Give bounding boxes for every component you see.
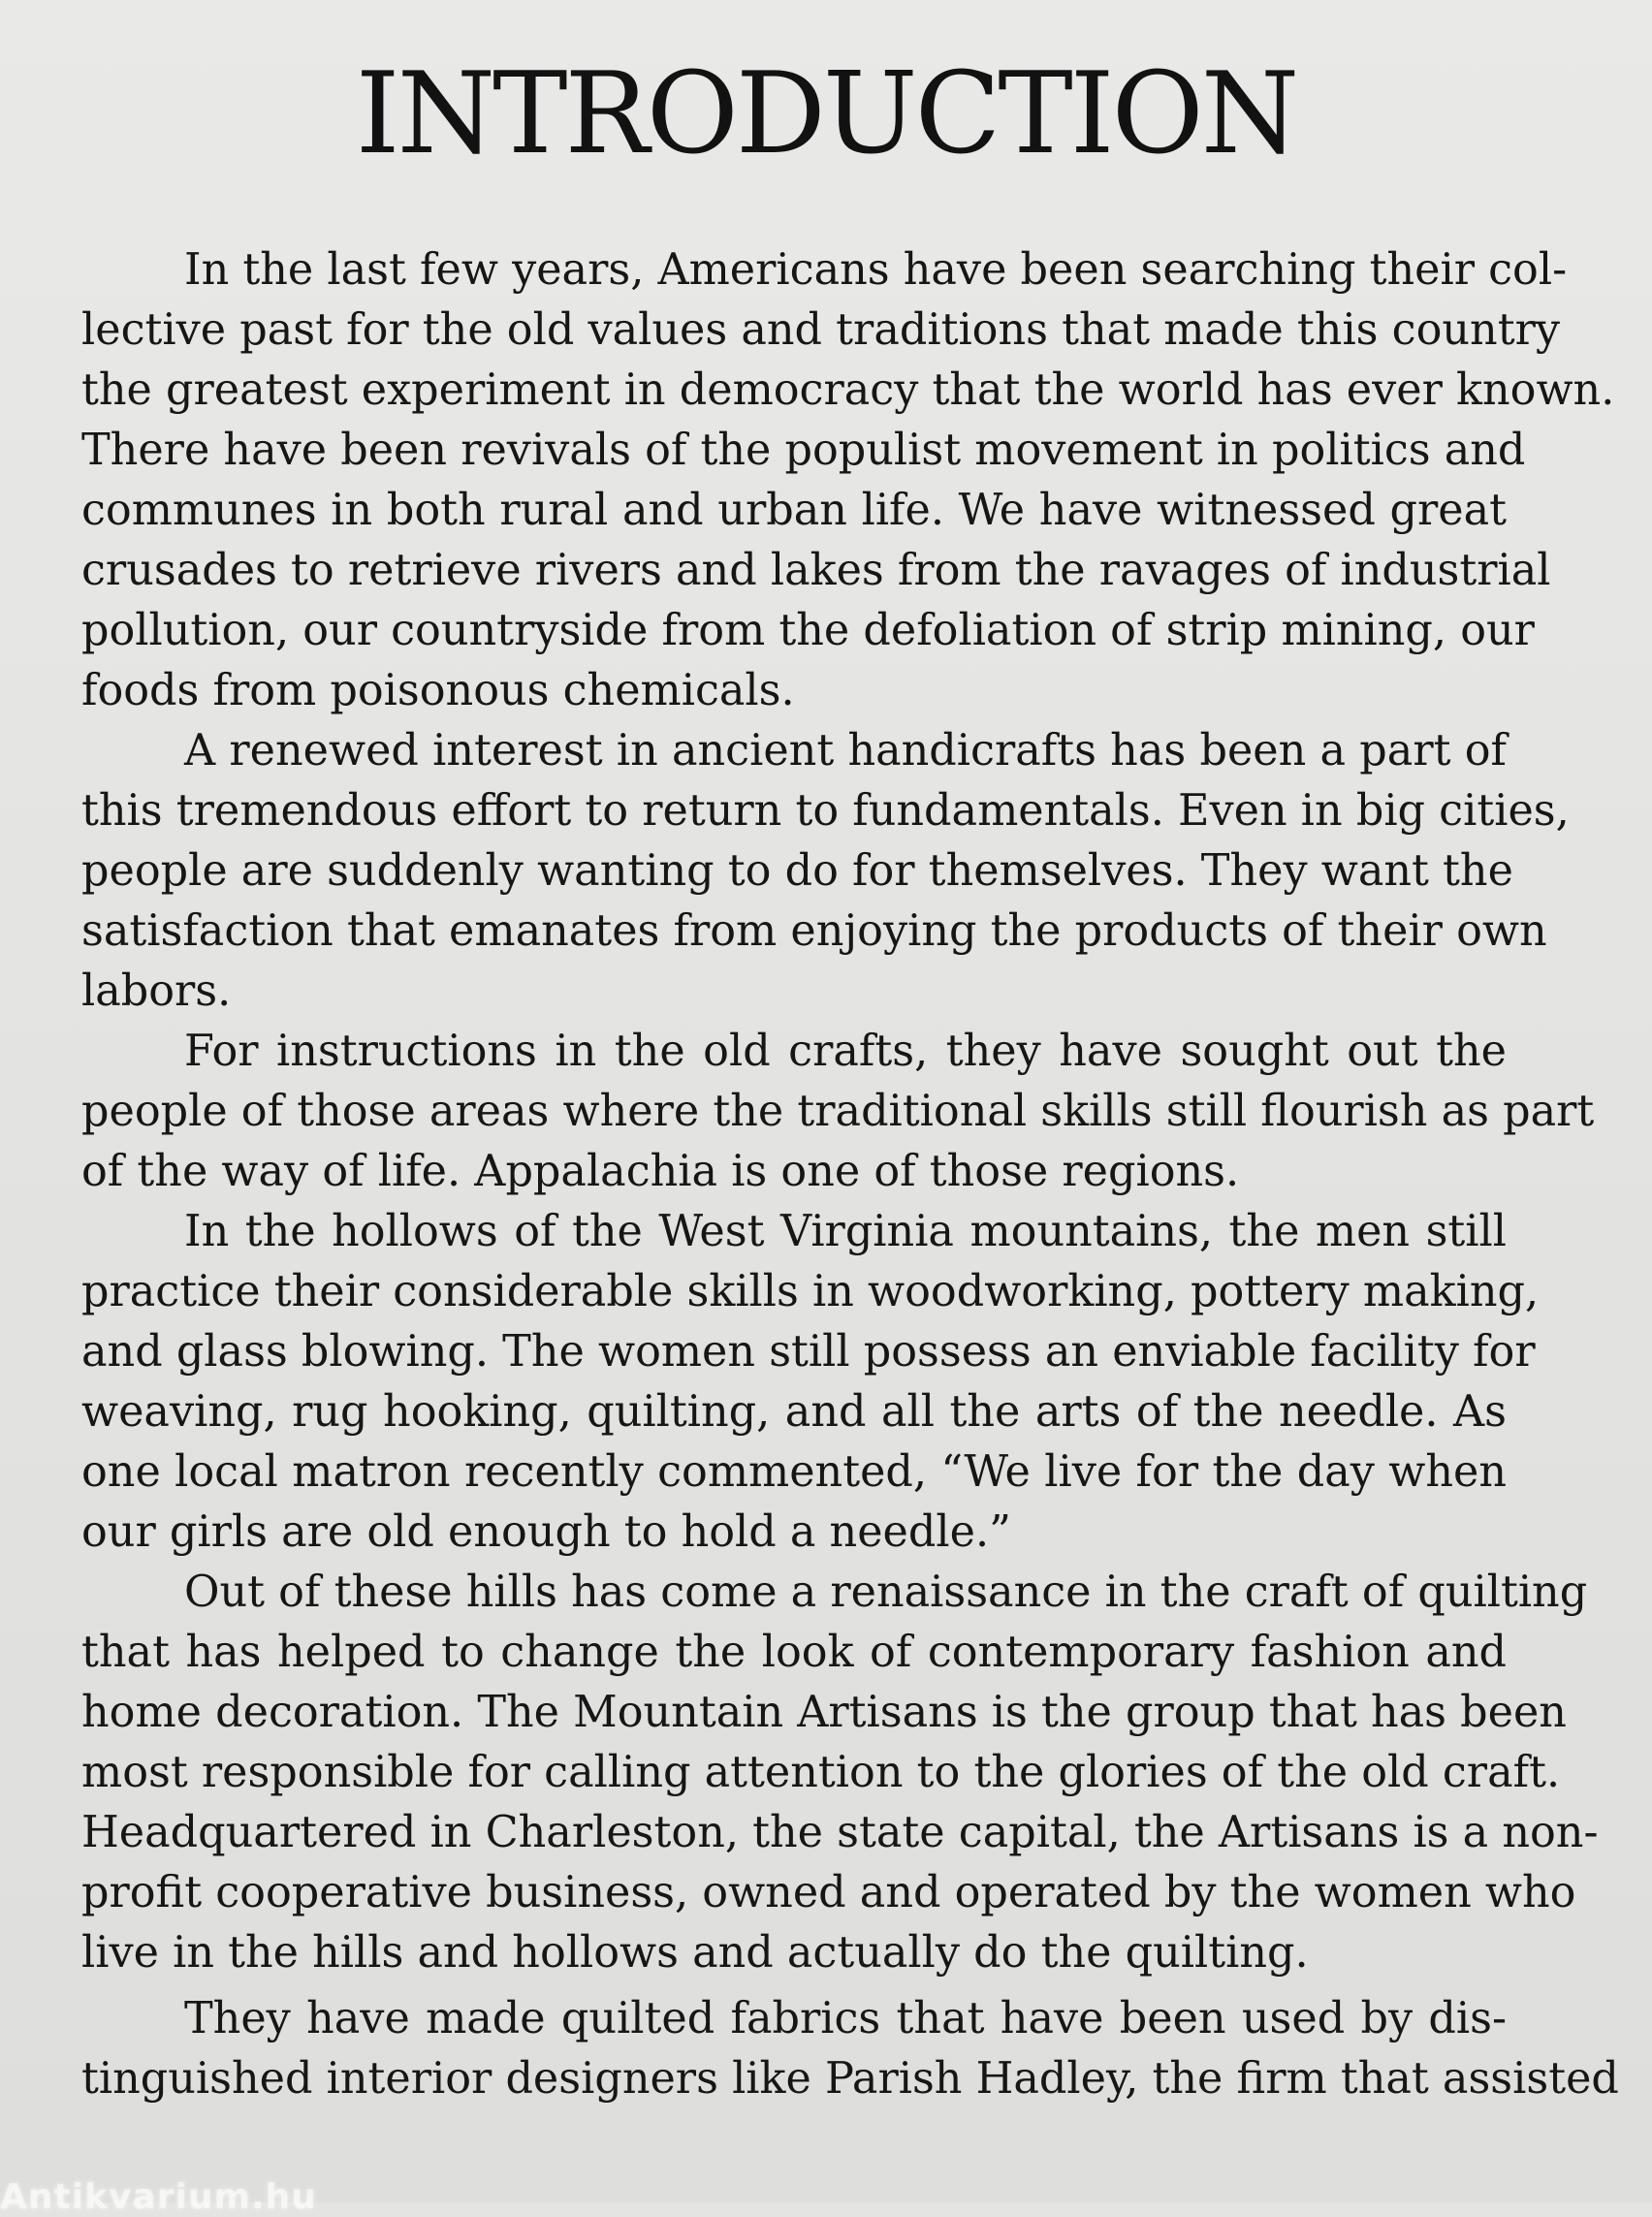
paragraph-3-line-1: For instructions in the old crafts, they have sought out the [184,1027,1507,1076]
watermark: Antikvarium.hu [0,2177,317,2217]
paragraph-4-line-6: our girls are old enough to hold a needle.” [81,1507,1011,1557]
paragraph-2-line-5: labors. [81,966,232,1016]
paragraph-4-line-4: weaving, rug hooking, quilting, and all the arts of the needle. As [81,1387,1507,1437]
paragraph-5-line-7: live in the hills and hollows and actually do the quilting. [81,1928,1309,1978]
paragraph-4-line-3: and glass blowing. The women still possess an enviable facility for [81,1327,1536,1377]
paragraph-2-line-1: A renewed interest in ancient handicrafts has been a part of [184,726,1507,776]
paragraph-1-line-4: There have been revivals of the populist movement in politics and [81,426,1526,475]
paragraph-5-line-6: profit cooperative business, owned and operated by the women who [81,1868,1576,1917]
paragraph-1-line-5: communes in both rural and urban life. We have witnessed great [81,486,1507,535]
paragraph-4-line-2: practice their considerable skills in woodworking, pottery making, [81,1267,1540,1316]
paragraph-4-line-5: one local matron recently commented, “We live for the day when [81,1447,1507,1497]
paragraph-1-line-8: foods from poisonous chemicals. [81,666,795,715]
paragraph-2-line-3: people are suddenly wanting to do for themselves. They want the [81,846,1513,896]
paragraph-5-line-3: home decoration. The Mountain Artisans is the group that has been [81,1688,1567,1737]
paragraph-5-line-4: most responsible for calling attention to the glories of the old craft. [81,1748,1561,1797]
paragraph-1-line-6: crusades to retrieve rivers and lakes from the ravages of industrial [81,546,1551,595]
body-text [81,240,1619,2109]
paragraph-5-line-2: that has helped to change the look of contemporary fashion and [81,1628,1507,1677]
paragraph-3-line-2: people of those areas where the traditional skills still flourish as part [81,1087,1595,1136]
paragraph-5-line-5: Headquartered in Charleston, the state capital, the Artisans is a non- [81,1808,1599,1857]
paragraph-3-line-3: of the way of life. Appalachia is one of those regions. [81,1147,1240,1196]
paragraph-5-line-1: Out of these hills has come a renaissance in the craft of quilting [184,1568,1588,1617]
paragraph-1-line-3: the greatest experiment in democracy that the world has ever known. [81,365,1615,415]
paragraph-1-line-1: In the last few years, Americans have been searching their col- [184,245,1568,295]
paragraph-1-line-2: lective past for the old values and traditions that made this country [81,305,1560,355]
paragraph-2-line-4: satisfaction that emanates from enjoying the products of their own [81,906,1547,956]
paragraph-6-line-2: tinguished interior designers like Parish Hadley, the firm that assisted [81,2054,1619,2104]
paragraph-1-line-7: pollution, our countryside from the defoliation of strip mining, our [81,606,1535,655]
page-title: INTRODUCTION [355,48,1297,179]
paragraph-4-line-1: In the hollows of the West Virginia mountains, the men still [184,1207,1507,1256]
paragraph-6-line-1: They have made quilted fabrics that have been used by dis- [184,1994,1507,2043]
paragraph-2-line-2: this tremendous effort to return to fundamentals. Even in big cities, [81,786,1570,836]
